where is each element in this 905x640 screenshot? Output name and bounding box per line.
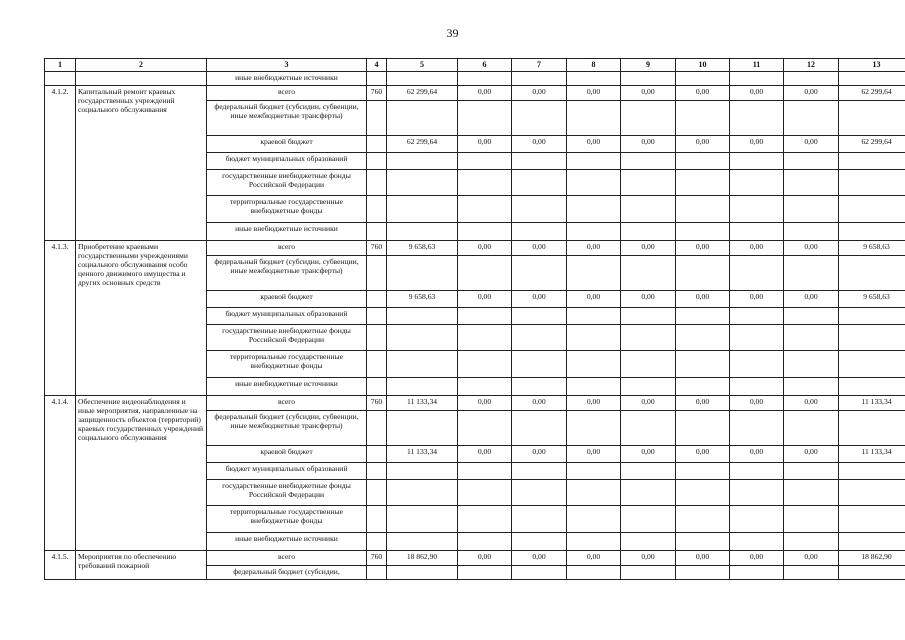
- value-cell: 0,00: [730, 291, 784, 308]
- value-cell: [387, 170, 458, 196]
- value-cell: [458, 506, 512, 533]
- value-cell: 0,00: [676, 136, 730, 153]
- value-cell: 0,00: [621, 396, 676, 411]
- value-cell: [730, 533, 784, 551]
- header-cell: 11: [730, 59, 784, 72]
- value-cell: [839, 72, 905, 86]
- value-cell: [512, 101, 567, 136]
- value-cell: [567, 506, 621, 533]
- value-cell: [367, 72, 387, 86]
- value-cell: 0,00: [621, 551, 676, 566]
- value-cell: [839, 351, 905, 378]
- value-cell: 0,00: [784, 136, 839, 153]
- value-cell: [730, 223, 784, 241]
- name-cell: [76, 72, 207, 86]
- value-cell: 0,00: [676, 551, 730, 566]
- header-row: [45, 59, 905, 72]
- value-cell: 0,00: [458, 396, 512, 411]
- code-cell: 760: [367, 551, 387, 566]
- value-cell: [458, 223, 512, 241]
- value-cell: [839, 378, 905, 396]
- value-cell: 0,00: [458, 446, 512, 463]
- value-cell: [567, 196, 621, 223]
- source-cell: бюджет муниципальных образований: [207, 153, 367, 170]
- value-cell: [387, 223, 458, 241]
- code-cell: 760: [367, 396, 387, 411]
- source-cell: краевой бюджет: [207, 291, 367, 308]
- value-cell: [621, 566, 676, 580]
- value-cell: 0,00: [567, 86, 621, 101]
- value-cell: [676, 351, 730, 378]
- value-cell: [839, 170, 905, 196]
- value-cell: [458, 101, 512, 136]
- source-cell: краевой бюджет: [207, 446, 367, 463]
- value-cell: 0,00: [567, 241, 621, 256]
- value-cell: [621, 411, 676, 446]
- value-cell: [784, 256, 839, 291]
- value-cell: [387, 351, 458, 378]
- value-cell: [512, 506, 567, 533]
- value-cell: 0,00: [621, 136, 676, 153]
- value-cell: [512, 223, 567, 241]
- value-cell: 0,00: [676, 396, 730, 411]
- row-name: Мероприятия по обеспечению требований пожарной: [76, 551, 207, 580]
- value-cell: [458, 533, 512, 551]
- value-cell: [839, 223, 905, 241]
- code-cell: [367, 101, 387, 136]
- value-cell: 0,00: [512, 241, 567, 256]
- header-cell: 1: [45, 59, 76, 72]
- header-cell: 9: [621, 59, 676, 72]
- value-cell: [387, 480, 458, 506]
- value-cell: [839, 463, 905, 480]
- value-cell: [512, 533, 567, 551]
- value-cell: [512, 170, 567, 196]
- value-cell: [567, 101, 621, 136]
- value-cell: [676, 170, 730, 196]
- value-cell: 0,00: [512, 396, 567, 411]
- value-cell: [784, 308, 839, 325]
- code-cell: [367, 256, 387, 291]
- value-cell: [621, 378, 676, 396]
- value-cell: [730, 351, 784, 378]
- value-cell: [730, 196, 784, 223]
- value-cell: [676, 378, 730, 396]
- value-cell: [621, 153, 676, 170]
- value-cell: [567, 72, 621, 86]
- value-cell: [730, 308, 784, 325]
- value-cell: 0,00: [458, 136, 512, 153]
- value-cell: 0,00: [458, 551, 512, 566]
- value-cell: [730, 378, 784, 396]
- value-cell: [458, 72, 512, 86]
- value-cell: [387, 308, 458, 325]
- value-cell: [784, 101, 839, 136]
- header-cell: 13: [839, 59, 905, 72]
- source-cell: всего: [207, 241, 367, 256]
- value-cell: 0,00: [567, 396, 621, 411]
- value-cell: [676, 463, 730, 480]
- code-cell: 760: [367, 86, 387, 101]
- value-cell: [567, 533, 621, 551]
- source-cell: государственные внебюджетные фонды Российской Федерации: [207, 480, 367, 506]
- value-cell: [784, 378, 839, 396]
- header-cell: 5: [387, 59, 458, 72]
- value-cell: [784, 411, 839, 446]
- table-row: [45, 241, 905, 256]
- value-cell: [784, 533, 839, 551]
- value-cell: [567, 223, 621, 241]
- value-cell: [676, 256, 730, 291]
- value-cell: [676, 533, 730, 551]
- table-row: [45, 72, 905, 86]
- value-cell: [676, 480, 730, 506]
- row-number: 4.1.2.: [45, 86, 76, 241]
- value-cell: [676, 506, 730, 533]
- source-cell: иные внебюджетные источники: [207, 378, 367, 396]
- value-cell: [387, 533, 458, 551]
- value-cell: 0,00: [730, 396, 784, 411]
- page-number: 39: [446, 26, 459, 40]
- value-cell: [387, 325, 458, 351]
- code-cell: [367, 325, 387, 351]
- header-cell: 10: [676, 59, 730, 72]
- value-cell: 0,00: [676, 291, 730, 308]
- value-cell: [730, 325, 784, 351]
- value-cell: [512, 566, 567, 580]
- value-cell: 0,00: [730, 136, 784, 153]
- value-cell: [621, 506, 676, 533]
- table-row: [45, 86, 905, 101]
- value-cell: [621, 325, 676, 351]
- value-cell: [676, 196, 730, 223]
- source-cell: территориальные государственные внебюджетные фонды: [207, 351, 367, 378]
- value-cell: 11 133,34: [387, 396, 458, 411]
- value-cell: [784, 196, 839, 223]
- value-cell: 0,00: [621, 86, 676, 101]
- value-cell: [567, 170, 621, 196]
- value-cell: [512, 256, 567, 291]
- num-cell: [45, 72, 76, 86]
- value-cell: [784, 223, 839, 241]
- value-cell: [676, 153, 730, 170]
- code-cell: [367, 566, 387, 580]
- header-cell: 3: [207, 59, 367, 72]
- value-cell: [458, 480, 512, 506]
- row-name: Приобретение краевыми государственными учреждениями социального обслуживания особо ценного движимого имущества и других основных средств: [76, 241, 207, 396]
- value-cell: [676, 566, 730, 580]
- value-cell: 9 658,63: [387, 241, 458, 256]
- value-cell: 0,00: [512, 86, 567, 101]
- value-cell: [387, 378, 458, 396]
- value-cell: 0,00: [512, 446, 567, 463]
- value-cell: [512, 325, 567, 351]
- value-cell: [621, 256, 676, 291]
- value-cell: [621, 480, 676, 506]
- code-cell: [367, 480, 387, 506]
- table-row: [45, 396, 905, 411]
- value-cell: 0,00: [784, 291, 839, 308]
- value-cell: [512, 378, 567, 396]
- value-cell: [458, 325, 512, 351]
- code-cell: [367, 446, 387, 463]
- value-cell: 0,00: [730, 241, 784, 256]
- value-cell: [839, 196, 905, 223]
- row-number: 4.1.4.: [45, 396, 76, 551]
- header-cell: 4: [367, 59, 387, 72]
- value-cell: [458, 378, 512, 396]
- value-cell: [567, 308, 621, 325]
- value-cell: 11 133,34: [839, 446, 905, 463]
- value-cell: [621, 351, 676, 378]
- value-cell: [567, 566, 621, 580]
- value-cell: 0,00: [512, 136, 567, 153]
- source-cell: федеральный бюджет (субсидии, субвенции, иные межбюджетные трансферты): [207, 101, 367, 136]
- value-cell: 0,00: [621, 291, 676, 308]
- value-cell: [730, 153, 784, 170]
- value-cell: [784, 566, 839, 580]
- value-cell: 0,00: [458, 291, 512, 308]
- code-cell: [367, 223, 387, 241]
- value-cell: [784, 480, 839, 506]
- code-cell: [367, 170, 387, 196]
- value-cell: [458, 308, 512, 325]
- value-cell: [387, 506, 458, 533]
- value-cell: [567, 256, 621, 291]
- code-cell: [367, 136, 387, 153]
- source-cell: территориальные государственные внебюджетные фонды: [207, 506, 367, 533]
- value-cell: [839, 325, 905, 351]
- value-cell: [676, 411, 730, 446]
- value-cell: 0,00: [567, 136, 621, 153]
- value-cell: [784, 153, 839, 170]
- value-cell: 0,00: [784, 86, 839, 101]
- source-cell: федеральный бюджет (субсидии, субвенции, иные межбюджетные трансферты): [207, 411, 367, 446]
- code-cell: [367, 378, 387, 396]
- value-cell: 0,00: [567, 291, 621, 308]
- value-cell: 9 658,63: [839, 241, 905, 256]
- value-cell: 0,00: [676, 86, 730, 101]
- value-cell: [676, 101, 730, 136]
- header-cell: 7: [512, 59, 567, 72]
- value-cell: [621, 463, 676, 480]
- value-cell: [387, 566, 458, 580]
- value-cell: [839, 411, 905, 446]
- value-cell: [512, 72, 567, 86]
- value-cell: [387, 153, 458, 170]
- value-cell: 11 133,34: [387, 446, 458, 463]
- value-cell: 0,00: [512, 291, 567, 308]
- value-cell: [512, 153, 567, 170]
- value-cell: [730, 506, 784, 533]
- value-cell: [458, 196, 512, 223]
- value-cell: 0,00: [784, 396, 839, 411]
- value-cell: [512, 196, 567, 223]
- value-cell: 0,00: [784, 551, 839, 566]
- header-cell: 12: [784, 59, 839, 72]
- value-cell: [621, 223, 676, 241]
- table-row: [45, 551, 905, 566]
- value-cell: [512, 463, 567, 480]
- value-cell: [387, 411, 458, 446]
- value-cell: [730, 72, 784, 86]
- value-cell: [621, 196, 676, 223]
- value-cell: [621, 72, 676, 86]
- source-cell: государственные внебюджетные фонды Российской Федерации: [207, 170, 367, 196]
- value-cell: [458, 153, 512, 170]
- value-cell: [621, 101, 676, 136]
- budget-table: [44, 58, 905, 580]
- value-cell: 18 862,90: [387, 551, 458, 566]
- value-cell: [676, 308, 730, 325]
- value-cell: [387, 463, 458, 480]
- code-cell: [367, 153, 387, 170]
- value-cell: [512, 308, 567, 325]
- source-cell: краевой бюджет: [207, 136, 367, 153]
- value-cell: [730, 480, 784, 506]
- value-cell: [839, 256, 905, 291]
- value-cell: 62 299,64: [387, 86, 458, 101]
- value-cell: [839, 533, 905, 551]
- source-cell: иные внебюджетные источники: [207, 72, 367, 86]
- row-name: Обеспечение видеонаблюдения и иные мероприятия, направленные на защищенность объектов (территорий) краевых государственных учреждений социального обслуживания: [76, 396, 207, 551]
- value-cell: [512, 480, 567, 506]
- code-cell: [367, 506, 387, 533]
- value-cell: 0,00: [567, 446, 621, 463]
- value-cell: [458, 463, 512, 480]
- value-cell: 0,00: [676, 241, 730, 256]
- value-cell: [730, 463, 784, 480]
- source-cell: федеральный бюджет (субсидии, субвенции, иные межбюджетные трансферты): [207, 256, 367, 291]
- value-cell: [839, 480, 905, 506]
- value-cell: 62 299,64: [839, 136, 905, 153]
- value-cell: 9 658,63: [839, 291, 905, 308]
- source-cell: всего: [207, 396, 367, 411]
- value-cell: 0,00: [458, 86, 512, 101]
- value-cell: [567, 411, 621, 446]
- value-cell: [387, 256, 458, 291]
- value-cell: [676, 223, 730, 241]
- value-cell: 0,00: [784, 241, 839, 256]
- value-cell: [839, 566, 905, 580]
- code-cell: [367, 463, 387, 480]
- code-cell: [367, 351, 387, 378]
- source-cell: бюджет муниципальных образований: [207, 308, 367, 325]
- code-cell: 760: [367, 241, 387, 256]
- value-cell: [512, 411, 567, 446]
- value-cell: [567, 480, 621, 506]
- value-cell: [387, 196, 458, 223]
- value-cell: [458, 566, 512, 580]
- row-number: 4.1.3.: [45, 241, 76, 396]
- value-cell: 0,00: [621, 241, 676, 256]
- value-cell: [839, 506, 905, 533]
- value-cell: [784, 506, 839, 533]
- value-cell: [676, 325, 730, 351]
- value-cell: [458, 170, 512, 196]
- value-cell: [784, 72, 839, 86]
- value-cell: 62 299,64: [387, 136, 458, 153]
- value-cell: 0,00: [458, 241, 512, 256]
- value-cell: [567, 153, 621, 170]
- value-cell: 0,00: [730, 551, 784, 566]
- value-cell: [839, 101, 905, 136]
- code-cell: [367, 196, 387, 223]
- value-cell: [839, 308, 905, 325]
- value-cell: 0,00: [730, 446, 784, 463]
- header-cell: 8: [567, 59, 621, 72]
- value-cell: 62 299,64: [839, 86, 905, 101]
- value-cell: [512, 351, 567, 378]
- value-cell: 0,00: [784, 446, 839, 463]
- source-cell: иные внебюджетные источники: [207, 223, 367, 241]
- source-cell: всего: [207, 551, 367, 566]
- value-cell: [458, 351, 512, 378]
- source-cell: иные внебюджетные источники: [207, 533, 367, 551]
- value-cell: [784, 463, 839, 480]
- row-number: 4.1.5.: [45, 551, 76, 580]
- source-cell: всего: [207, 86, 367, 101]
- source-cell: бюджет муниципальных образований: [207, 463, 367, 480]
- value-cell: [621, 170, 676, 196]
- code-cell: [367, 533, 387, 551]
- value-cell: 0,00: [512, 551, 567, 566]
- value-cell: 0,00: [567, 551, 621, 566]
- value-cell: [621, 308, 676, 325]
- header-cell: 2: [76, 59, 207, 72]
- value-cell: [387, 72, 458, 86]
- source-cell: территориальные государственные внебюджетные фонды: [207, 196, 367, 223]
- value-cell: [458, 256, 512, 291]
- value-cell: 0,00: [730, 86, 784, 101]
- value-cell: [730, 170, 784, 196]
- value-cell: 11 133,34: [839, 396, 905, 411]
- value-cell: [387, 101, 458, 136]
- code-cell: [367, 411, 387, 446]
- value-cell: [839, 153, 905, 170]
- value-cell: [621, 533, 676, 551]
- value-cell: 18 862,90: [839, 551, 905, 566]
- code-cell: [367, 291, 387, 308]
- source-cell: государственные внебюджетные фонды Российской Федерации: [207, 325, 367, 351]
- value-cell: [567, 351, 621, 378]
- value-cell: 0,00: [676, 446, 730, 463]
- value-cell: [730, 101, 784, 136]
- value-cell: [784, 351, 839, 378]
- value-cell: [730, 566, 784, 580]
- value-cell: [567, 325, 621, 351]
- value-cell: [458, 411, 512, 446]
- code-cell: [367, 308, 387, 325]
- value-cell: [567, 463, 621, 480]
- value-cell: [676, 72, 730, 86]
- value-cell: [784, 170, 839, 196]
- source-cell: федеральный бюджет (субсидии,: [207, 566, 367, 580]
- value-cell: [567, 378, 621, 396]
- value-cell: [730, 256, 784, 291]
- value-cell: [784, 325, 839, 351]
- value-cell: [730, 411, 784, 446]
- value-cell: 0,00: [621, 446, 676, 463]
- value-cell: 9 658,63: [387, 291, 458, 308]
- row-name: Капитальный ремонт краевых государственных учреждений социального обслуживания: [76, 86, 207, 241]
- header-cell: 6: [458, 59, 512, 72]
